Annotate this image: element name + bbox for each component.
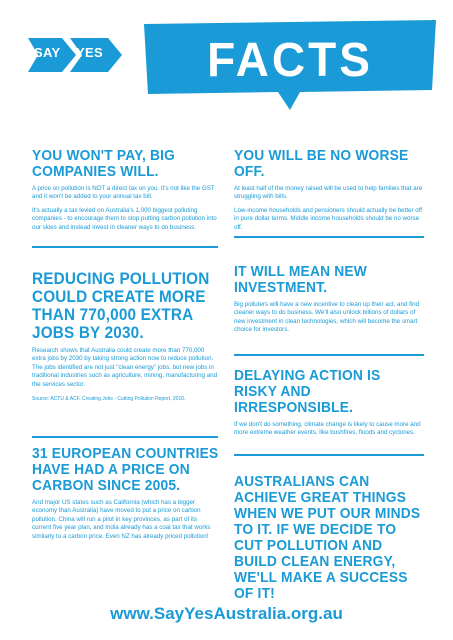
fact-heading: DELAYING ACTION IS RISKY AND IRRESPONSIBLE. [234, 367, 381, 416]
fact-paragraph: Low-income households and pensioners should actually be better off in pure dollar terms. Middle income households should be no worse off. [234, 206, 423, 231]
fact-heading: 31 EUROPEAN COUNTRIES HAVE HAD A PRICE ON CARBON SINCE 2005. [32, 445, 219, 494]
fact-card [32, 446, 218, 576]
facts-banner [140, 18, 440, 98]
fact-card [234, 473, 424, 602]
fact-paragraph: It's actually a tax levied on Australia's 1,000 biggest polluting companies - to encourage them to stop putting carbon pollution into our skies and instead invest in cleaner ways to do business. [32, 206, 217, 231]
fact-paragraph: If we don't do something, climate change is likely to cause more and more extreme weather events, like bushfires, floods and cyclones. [234, 421, 421, 437]
logo-yes-text: YES [76, 45, 103, 60]
fact-heading-closing: AUSTRALIANS CAN ACHIEVE GREAT THINGS WHEN WE PUT OUR MINDS TO IT. IF WE DECIDE TO CUT POLLUTION AND BUILD CLEAN ENERGY, WE'LL MAKE A SUCCESS OF IT! [234, 473, 421, 602]
logo-say-text: SAY [34, 45, 61, 60]
fact-paragraph: Big polluters will have a new incentive to clean up their act, and find cleaner ways to do business. We'll also unlock billions of dollars of new investment in clean technologies, which will become the smart choice for investors. [234, 301, 420, 334]
fact-source: Source: ACTU & ACF, Creating Jobs - Cutting Pollution Report, 2010. [32, 396, 186, 403]
page-title: FACTS [207, 31, 373, 87]
fact-card [32, 270, 218, 438]
website-url[interactable]: www.SayYesAustralia.org.au [110, 604, 343, 623]
fact-card [32, 148, 218, 248]
fact-card [234, 368, 424, 456]
header [0, 0, 453, 120]
fact-heading: YOU WILL BE NO WORSE OFF. [234, 147, 409, 180]
fact-card [234, 264, 424, 356]
fact-heading: YOU WON'T PAY, BIG COMPANIES WILL. [32, 147, 176, 180]
fact-card [234, 148, 424, 238]
fact-heading: IT WILL MEAN NEW INVESTMENT. [234, 263, 368, 296]
fact-paragraph: A price on pollution is NOT a direct tax on you. It's not like the GST and it won't be added to your annual tax bill. [32, 185, 215, 201]
fact-paragraph: At least half of the money raised will be used to help families that are struggling with bills. [234, 185, 423, 201]
fact-paragraph: And major US states such as California (which has a bigger economy than Australia) have moved to put a price on carbon pollution. China will run a pilot in key provinces, as part of its current five year plan, and India already has a coal tax that works similarly to a carbon price. Even NZ has already priced pollution! [32, 499, 211, 540]
say-yes-logo [28, 34, 123, 76]
fact-paragraph: Research shows that Australia could create more than 770,000 extra jobs by 2030 by taking strong action now to reduce pollution. The jobs identified are not just "clean energy" jobs, but new jobs in traditional industries such as agriculture, mining, manufacturing and the services sector. [32, 347, 218, 388]
fact-heading: REDUCING POLLUTION COULD CREATE MORE THAN 770,000 EXTRA JOBS BY 2030. [32, 269, 210, 342]
